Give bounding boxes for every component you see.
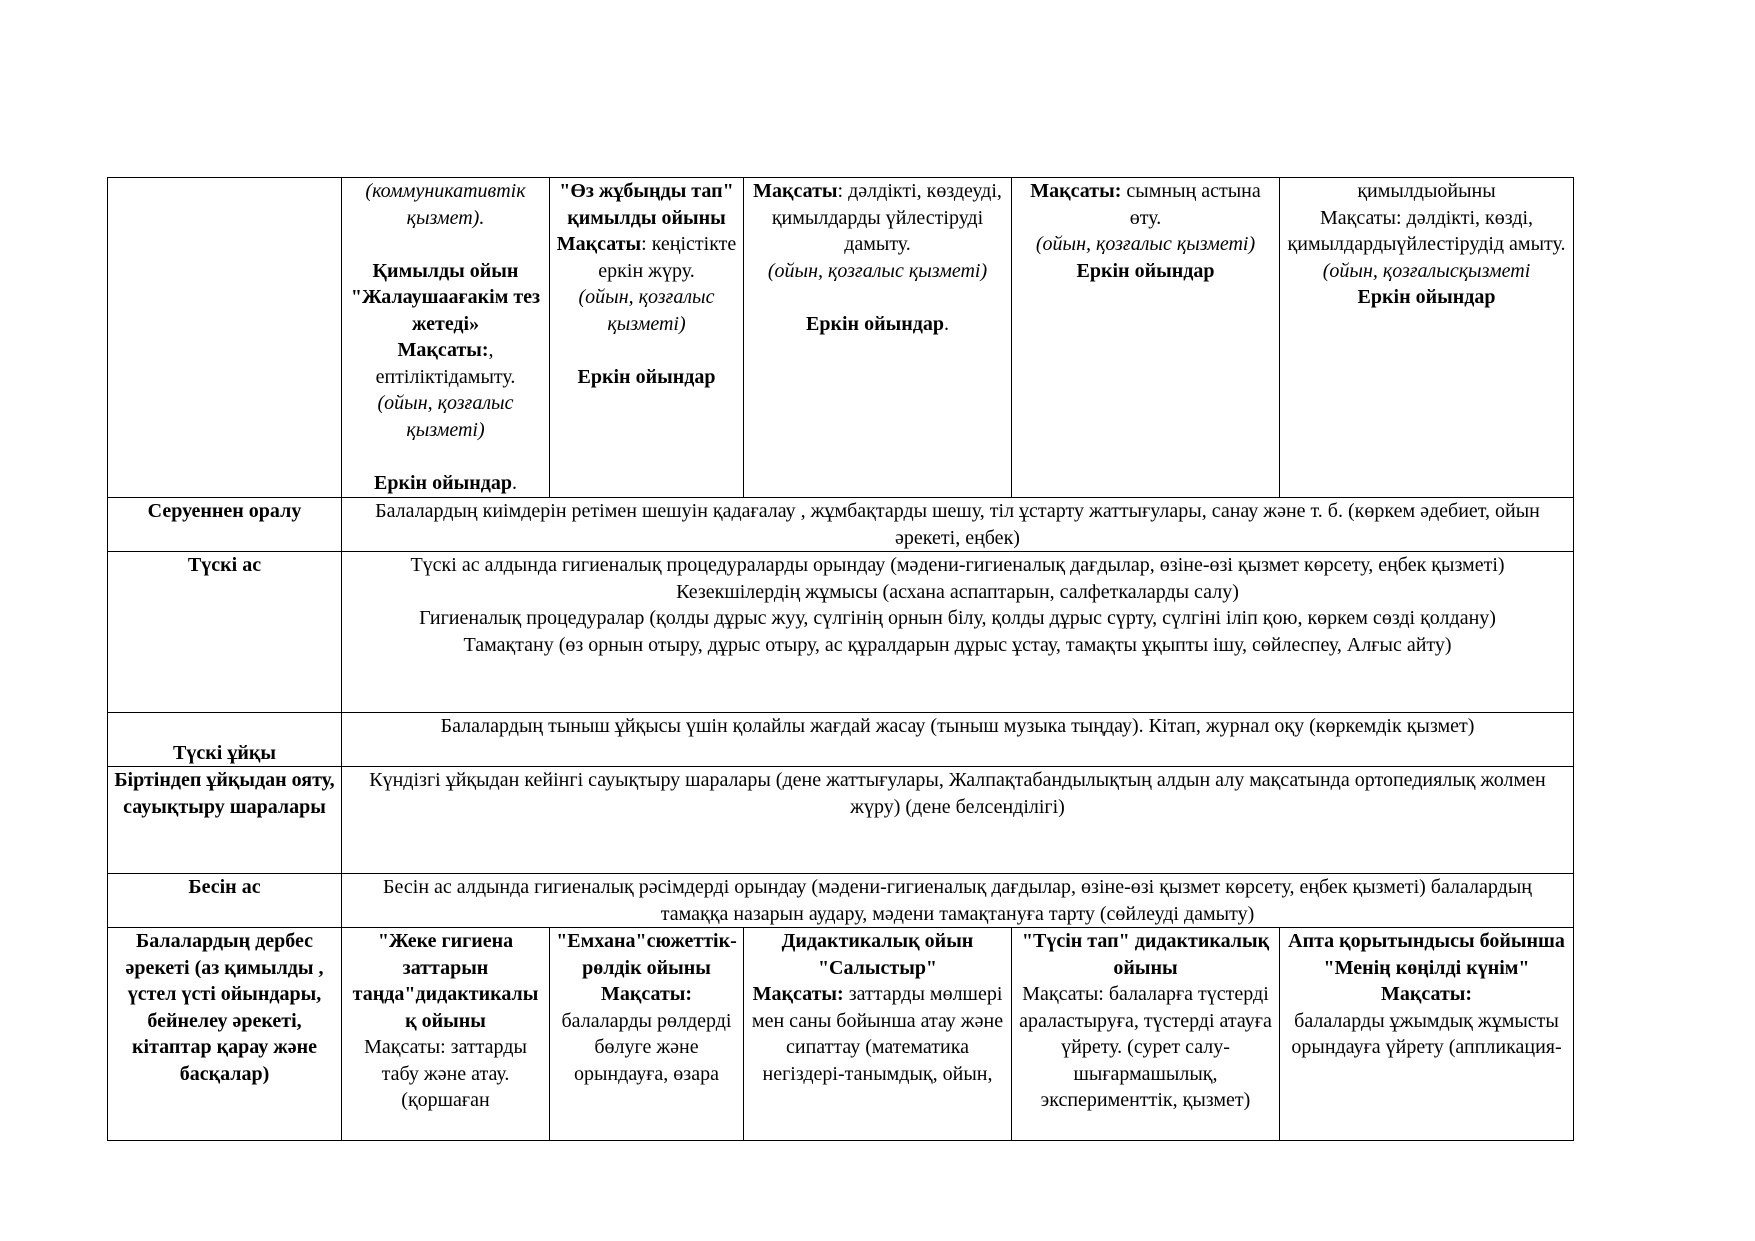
independent-cell-4: [1012, 928, 1280, 1141]
row-text-snack: Бесін ас алдында гигиеналық рәсімдерді орындау (мәдени-гигиеналық дағдылар, өзіне-өзі қызмет көрсету, еңбек қызметі) балалардың тамаққа назарын аудару, мәдени тамақтануға тарту (сөйлеуді дамыту): [342, 874, 1574, 928]
table-row: [108, 767, 1574, 874]
free-games: Еркін ойындар: [1076, 259, 1215, 282]
activity-kind: (ойын, қозғалыс қызметі): [377, 392, 514, 441]
table-row: [108, 178, 1574, 498]
activity-kind: (ойын, қозғалыс қызметі): [578, 286, 715, 335]
free-games: Еркін ойындар: [577, 365, 716, 388]
goal-label: Мақсаты: [753, 180, 838, 202]
goal-label: Мақсаты:: [600, 983, 693, 1005]
row-text-lunch: [342, 552, 1574, 713]
activity-game-title: қимылдыойыны: [1357, 180, 1496, 202]
goal-label: Мақсаты: [556, 233, 642, 255]
free-games: Еркін ойындар: [374, 471, 512, 494]
activity-kind: (ойын, қозғалысқызметі: [1322, 259, 1531, 282]
row-text-nap: Балалардың тыныш ұйқысы үшін қолайлы жағдай жасау (тыныш музыка тыңдау). Кітап, журнал оқу (көркемдік қызмет): [342, 713, 1574, 767]
game-title: "Жеке гигиена заттарын таңда"дидактикалық ойыны: [352, 930, 539, 1032]
game-title: "Түсін тап" дидактикалық ойыны: [1021, 930, 1270, 979]
goal-label: Мақсаты:: [752, 983, 844, 1005]
row-label-wake: Біртіндеп ұйқыдан ояту, сауықтыру шаралары: [108, 767, 342, 874]
table-row: [108, 928, 1574, 1141]
independent-cell-2: [550, 928, 744, 1141]
table-row: [108, 498, 1574, 552]
row-label-return: Серуеннен оралу: [108, 498, 342, 552]
activity-cell-3: Мақсаты: дәлдікті, көздеуді, қимылдарды үйлестіруді дамыту. (ойын, қозғалыс қызметі) Еркін ойындар.: [744, 178, 1012, 498]
independent-cell-5: [1280, 928, 1574, 1141]
lunch-line: Түскі ас алдында гигиеналық процедураларды орындау (мәдени-гигиеналық дағдылар, өзіне-өзі қызмет көрсету, еңбек қызметі): [410, 554, 1505, 576]
goal-text: : дәлдікті, көздеуді, қимылдарды үйлестіруді дамыту.: [771, 180, 1002, 255]
game-body: Мақсаты: заттарды табу және атау. (қоршаған: [364, 1036, 527, 1111]
activity-game-title: "Өз жұбыңды тап" қимылды ойыны: [559, 180, 734, 229]
row-label-independent: Балалардың дербес әрекеті (аз қимылды , үстел үсті ойындары, бейнелеу әрекеті, кітаптар қарау және басқалар): [108, 928, 342, 1141]
row-text-return: Балалардың киімдерін ретімен шешуін қадағалау , жұмбақтарды шешу, тіл ұстарту жаттығулары, санау және т. б. (көркем әдебиет, ойын әрекеті, еңбек): [342, 498, 1574, 552]
goal-label: Мақсаты:: [397, 339, 489, 361]
game-title: "Емхана"сюжеттік-рөлдік ойыны: [556, 930, 737, 979]
table-row: [108, 552, 1574, 713]
table-row: [108, 713, 1574, 767]
game-title: Апта қорытындысы бойынша "Менің көңілді күнім": [1288, 930, 1565, 979]
activity-note: (коммуникативтік қызмет).: [365, 180, 526, 229]
row-label-lunch: Түскі ас: [108, 552, 342, 713]
free-games: Еркін ойындар: [806, 312, 944, 335]
game-body: балаларды ұжымдық жұмысты орындауға үйрету (аппликация-: [1291, 1009, 1562, 1058]
activity-kind: (ойын, қозғалыс қызметі): [1035, 233, 1256, 255]
game-body: заттарды мөлшері мен саны бойынша атау және сипаттау (математика негіздері-танымдық, ойын,: [751, 983, 1004, 1085]
activity-cell-5: [1280, 178, 1574, 498]
goal-text: сымның астына өту.: [1121, 180, 1261, 229]
goal-label: Мақсаты:: [1030, 180, 1122, 202]
goal-text: , ептіліктідамыту.: [375, 339, 516, 388]
label-cell-empty: [108, 178, 342, 498]
independent-cell-3: [744, 928, 1012, 1141]
row-label-nap: Түскі ұйқы: [108, 713, 342, 767]
activity-game-title: Қимылды ойын "Жалаушаағакім тез жетеді»: [350, 259, 541, 335]
goal-text: Мақсаты: дәлдікті, көзді, қимылдардыүйлестірудід амыту.: [1287, 206, 1566, 255]
table-row: [108, 874, 1574, 928]
activity-kind: (ойын, қозғалыс қызметі): [767, 259, 988, 282]
row-label-snack: Бесін ас: [108, 874, 342, 928]
game-body: балаларды рөлдерді бөлуге және орындауға, өзара: [561, 1009, 732, 1085]
free-games: Еркін ойындар: [1357, 286, 1496, 308]
lunch-line: Гигиеналық процедуралар (қолды дұрыс жуу, сүлгінің орнын білу, қолды дұрыс сүрту, сүлгіні іліп қою, көркем сөзді қолдану): [419, 607, 1496, 629]
lunch-line: Тамақтану (өз орнын отыру, дұрыс отыру, ас құралдарын дұрыс ұстау, тамақты ұқыпты ішу, сөйлеспеу, Алғыс айту): [463, 633, 1452, 656]
goal-text: : кеңістікте еркін жүру.: [598, 233, 737, 282]
activity-cell-2: [550, 178, 744, 498]
game-title: Дидактикалық ойын "Салыстыр": [781, 930, 974, 979]
activity-cell-4: [1012, 178, 1280, 498]
game-body: Мақсаты: балаларға түстерді араластыруға, түстерді атауға үйрету. (сурет салу-шығармашылық, эксперименттік, қызмет): [1019, 983, 1272, 1111]
lunch-line: Кезекшілердің жұмысы (асхана аспаптарын, салфеткаларды салу): [676, 580, 1239, 603]
activity-cell-1: (коммуникативтік қызмет). Қимылды ойын "Жалаушаағакім тез жетеді» Мақсаты:, ептіліктідамыту. (ойын, қозғалыс қызметі) Еркін ойындар.: [342, 178, 550, 498]
row-text-wake: Күндізгі ұйқыдан кейінгі сауықтыру шаралары (дене жаттығулары, Жалпақтабандылықтың алдын алу мақсатында ортопедиялық жолмен жүру) (дене белсенділігі): [342, 767, 1574, 874]
independent-cell-1: [342, 928, 550, 1141]
daily-schedule-table: [107, 177, 1574, 1141]
goal-label: Мақсаты:: [1380, 983, 1473, 1005]
